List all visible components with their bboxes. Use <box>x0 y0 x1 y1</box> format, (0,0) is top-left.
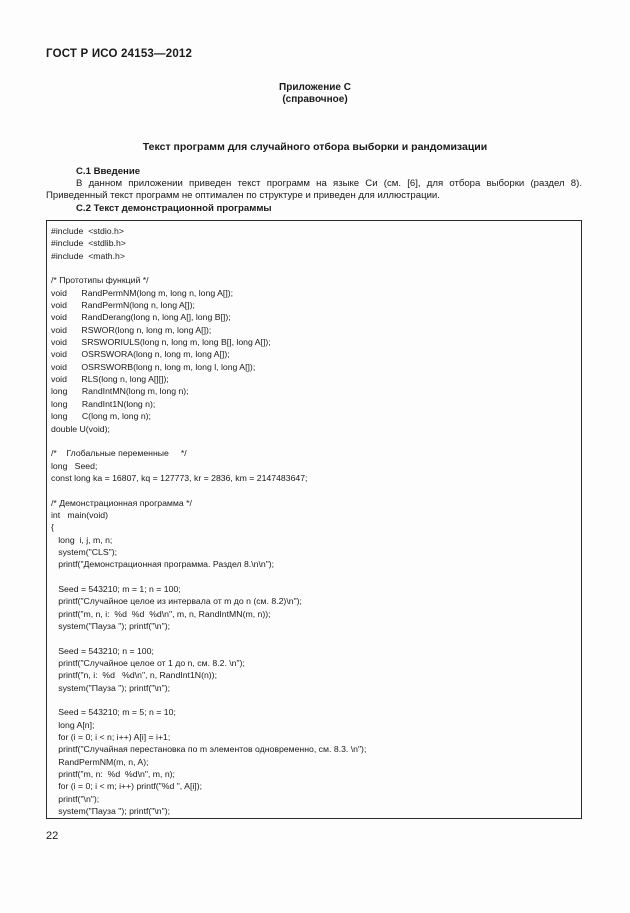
annex-subtitle: (справочное) <box>282 94 348 105</box>
code-line: printf("m, n, i: %d %d %d\n", m, n, RandIntMN(m, n)); <box>51 608 271 619</box>
code-line: long i, j, m, n; <box>51 534 113 545</box>
c1-heading: С.1 Введение <box>76 166 141 177</box>
page-number: 22 <box>46 830 59 842</box>
annex-title: Приложение С <box>279 82 351 93</box>
document-header: ГОСТ Р ИСО 24153—2012 <box>46 48 193 60</box>
annex-heading <box>0 82 630 106</box>
code-line: printf("Случайное целое из интервала от m до n (см. 8.2)\n"); <box>51 596 302 607</box>
code-line: int main(void) <box>51 509 108 520</box>
code-line: double U(void); <box>51 423 110 434</box>
code-line: #include <stdlib.h> <box>51 238 126 249</box>
c1-paragraph: В данном приложении приведен текст программ на языке Си (см. [6], для отбора выборки (раздел 8). Приведенный текст программ не оптимален по структуре и приведен для иллюстрации. <box>46 178 582 202</box>
code-line: #include <stdio.h> <box>51 226 124 236</box>
code-line: printf("n, i: %d %d\n", n, RandInt1N(n)); <box>51 670 217 681</box>
code-listing-box <box>46 220 582 819</box>
code-line: system("CLS"); <box>51 546 118 557</box>
code-line <box>51 694 581 706</box>
code-line <box>51 484 581 496</box>
code-line: long Seed; <box>51 460 98 471</box>
code-line: void RandPermN(long n, long A[]); <box>51 300 195 311</box>
code-line: Seed = 543210; n = 100; <box>51 645 154 656</box>
code-line: system("Пауза "); printf("\n"); <box>51 682 171 693</box>
code-line: printf("m, n: %d %d\n", m, n); <box>51 769 175 780</box>
section-title: Текст программ для случайного отбора выборки и рандомизации <box>142 141 488 153</box>
code-line <box>51 435 581 447</box>
code-line: /* Прототипы функций */ <box>51 275 149 286</box>
code-line: RandPermNM(m, n, A); <box>51 756 149 767</box>
code-line: for (i = 0; i < m; i++) printf("%d ", A[i]); <box>51 781 203 792</box>
code-line: printf("Случайная перестановка по m элементов одновременно, см. 8.3. \n"); <box>51 744 367 755</box>
code-line: long RandIntMN(long m, long n); <box>51 386 189 397</box>
code-line: Seed = 543210; m = 5; n = 10; <box>51 707 176 718</box>
code-line <box>51 571 581 583</box>
code-line: void SRSWORIULS(long n, long m, long B[], long A[]); <box>51 337 271 348</box>
code-line: void OSRSWORA(long n, long m, long A[]); <box>51 349 230 360</box>
code-line: void OSRSWORB(long n, long m, long l, long A[]); <box>51 361 256 372</box>
code-line <box>51 262 581 274</box>
code-line: for (i = 0; i < n; i++) A[i] = i+1; <box>51 732 171 743</box>
code-line: void RandPermNM(long m, long n, long A[]); <box>51 287 234 298</box>
code-line: void RLS(long n, long A[][]); <box>51 374 169 385</box>
code-line: Seed = 543210; m = 1; n = 100; <box>51 583 181 594</box>
code-line: /* Глобальные переменные */ <box>51 448 187 459</box>
code-listing <box>47 221 581 818</box>
code-line: #include <math.h> <box>51 250 125 261</box>
code-line: long RandInt1N(long n); <box>51 398 156 409</box>
code-line: void RandDerang(long n, long A[], long B[]); <box>51 312 231 323</box>
code-line: void RSWOR(long n, long m, long A[]); <box>51 324 212 335</box>
code-line: printf("\n"); <box>51 793 100 804</box>
code-line: long C(long m, long n); <box>51 411 151 422</box>
code-line: long A[n]; <box>51 719 95 730</box>
code-line: const long ka = 16807, kq = 127773, kr = 2836, km = 2147483647; <box>51 472 308 483</box>
code-line <box>51 632 581 644</box>
code-line: /* Демонстрационная программа */ <box>51 497 192 508</box>
code-line: { <box>51 522 54 533</box>
intro-block <box>46 166 582 215</box>
code-line: system("Пауза "); printf("\n"); <box>51 806 171 817</box>
code-line: printf("Случайное целое от 1 до n, см. 8.2. \n"); <box>51 658 245 669</box>
c2-heading: С.2 Текст демонстрационной программы <box>76 202 272 214</box>
code-line: printf("Демонстрационная программа. Раздел 8.\n\n"); <box>51 559 275 570</box>
code-line: system("Пауза "); printf("\n"); <box>51 621 171 631</box>
